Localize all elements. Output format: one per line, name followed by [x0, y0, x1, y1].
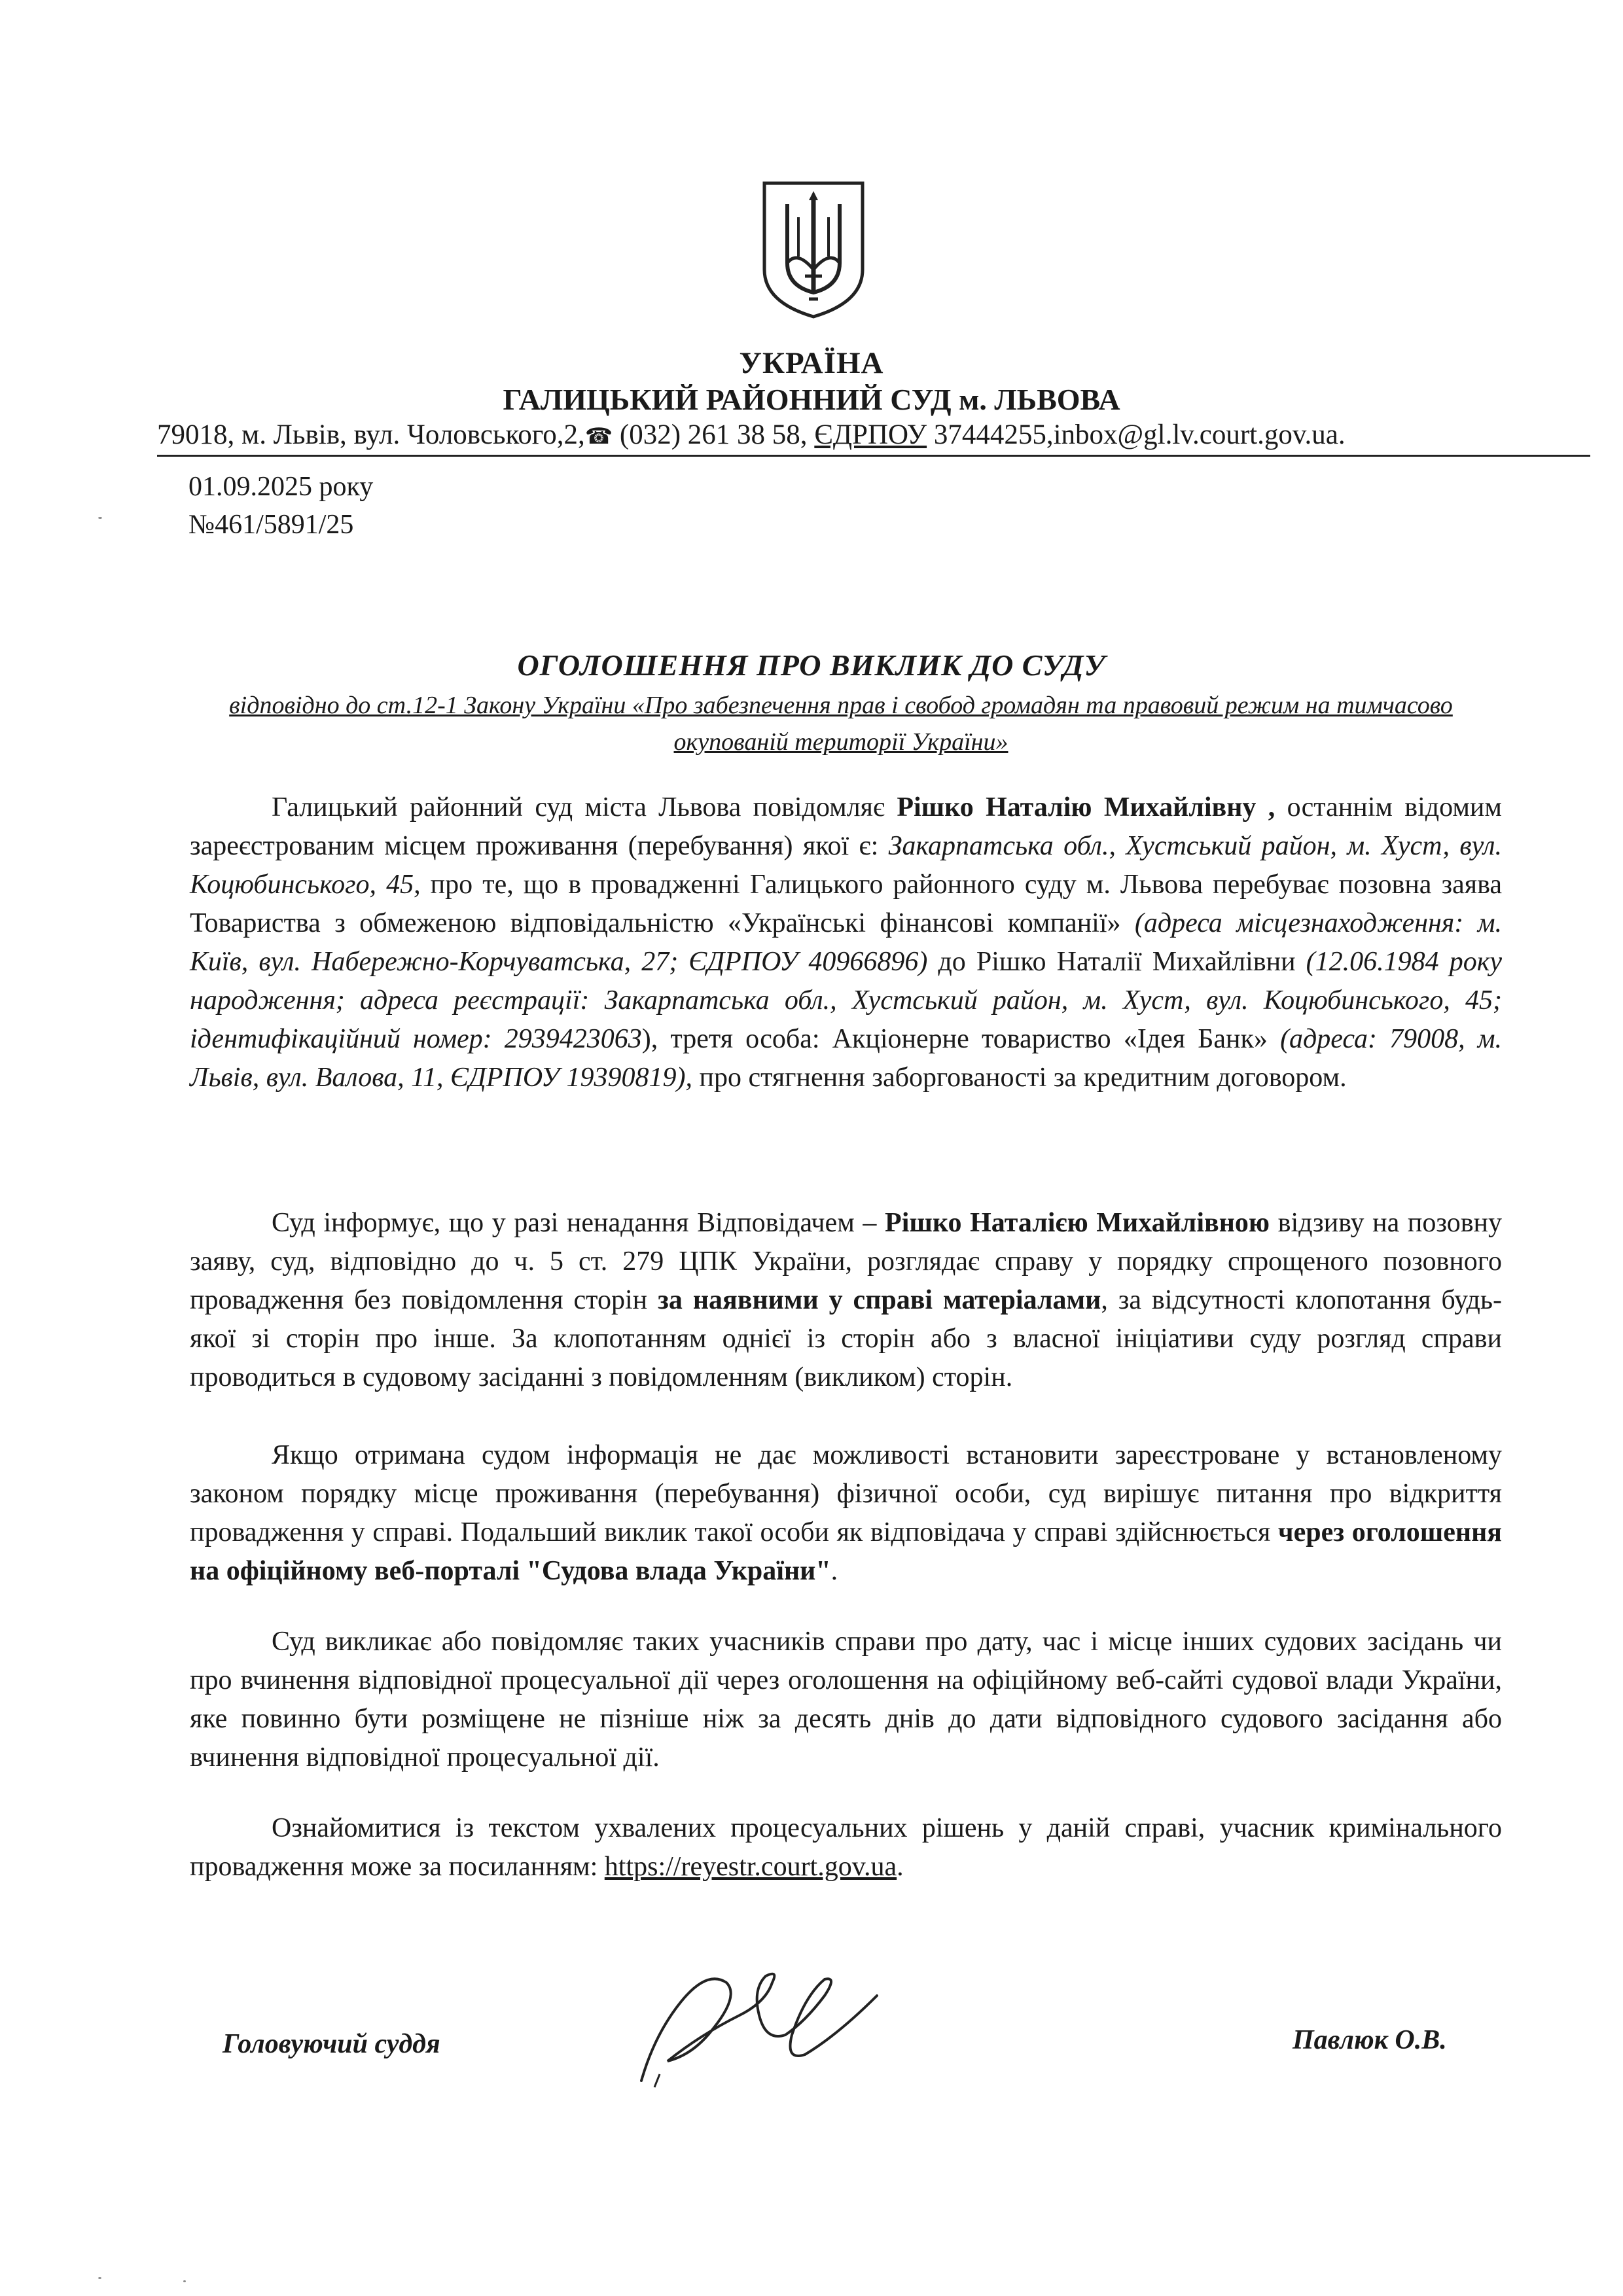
notice-subtitle: відповідно до ст.12-1 Закону України «Про забезпечення прав і свобод громадян та правовий режим на тимчасово окупованій території України»: [229, 692, 1453, 756]
paragraph-4: Суд викликає або повідомляє таких учасників справи про дату, час і місце інших судових засідань чи про вчинення відповідної процесуальної дії через оголошення на офіційному веб-сайті судової влади України, яке повинно бути розміщене не пізніше ніж за десять днів до дати відповідного судового засідання або вчинення відповідної процесуальної дії.: [190, 1627, 1502, 1773]
handwritten-signature: [628, 1956, 890, 2094]
defendant-name-instrumental: Рішко Наталією Михайлівною: [885, 1208, 1270, 1238]
court-address: 79018, м. Львів, вул. Чоловського,2,: [157, 419, 585, 450]
materials-emphasis: за наявними у справі матеріалами: [658, 1285, 1101, 1315]
document-date: 01.09.2025 року: [188, 472, 374, 502]
tryzub-emblem-icon: [758, 178, 869, 322]
third-party-details: (адреса: 79008, м. Львів, вул. Валова, 11, ЄДРПОУ 19390819),: [190, 1024, 1503, 1093]
paragraph-1: Галицький районний суд міста Львова повідомляє Рішко Наталію Михайлівну , останнім відомим зареєстрованим місцем проживання (перебування) якої є: Закарпатська обл., Хустський район, м. Хуст, вул. Коцюбинського, 45, про те, що в провадженні Галицького районного суду м. Львова перебуває позовна заява Товариства з обмеженою відповідальністю «Українські фінансові компанії» (адреса місцезнаходження: м. Київ, вул. Набережно-Корчуватська, 27; ЄДРПОУ 40966896) до Рішко Наталії Михайлівни (12.06.1984 року народження; адреса реєстрації: Закарпатська обл., Хустський район, м. Хуст, вул. Коцюбинського, 45; ідентифікаційний номер: 2939423063), третя особа: Акціонерне товариство «Ідея Банк» (адреса: 79008, м. Львів, вул. Валова, 11, ЄДРПОУ 19390819), про стягнення заборгованості за кредитним договором.: [190, 792, 1503, 1093]
court-phone: (032) 261 38 58,: [613, 419, 815, 450]
judge-name: Павлюк О.В.: [1293, 2025, 1447, 2055]
edrpou-and-email: 37444255,inbox@gl.lv.court.gov.ua.: [927, 419, 1346, 450]
paragraph-5: Ознайомитися із текстом ухвалених процесуальних рішень у даній справі, учасник кримінального провадження може за посиланням: https://reyestr.court.gov.ua.: [190, 1813, 1502, 1882]
edrpou-label: ЄДРПОУ: [814, 419, 927, 450]
header-country: УКРАЇНА: [739, 346, 884, 380]
scan-speck: [183, 2280, 186, 2282]
scan-speck: [98, 517, 102, 519]
defendant-name: Рішко Наталію Михайлівну ,: [897, 792, 1275, 822]
header-contacts: [157, 419, 1590, 457]
defendant-address: Закарпатська обл., Хустський район, м. Хуст, вул. Коцюбинського, 45,: [190, 831, 1502, 900]
registry-link[interactable]: https://reyestr.court.gov.ua: [604, 1852, 897, 1882]
defendant-details: (12.06.1984 року народження; адреса реєстрації: Закарпатська обл., Хустський район, м. Хуст, вул. Коцюбинського, 45; ідентифікаційний номер: 2939423063: [190, 947, 1503, 1054]
document-number: №461/5891/25: [188, 510, 354, 540]
notice-title: ОГОЛОШЕННЯ ПРО ВИКЛИК ДО СУДУ: [517, 648, 1106, 682]
header-court-name: ГАЛИЦЬКИЙ РАЙОННИЙ СУД м. ЛЬВОВА: [503, 383, 1120, 416]
telephone-icon: ☎: [584, 425, 613, 449]
paragraph-2: Суд інформує, що у разі ненадання Відповідачем – Рішко Наталією Михайлівною відзиву на позовну заяву, суд, відповідно до ч. 5 ст. 279 ЦПК України, розглядає справу у порядку спрощеного позовного провадження без повідомлення сторін за наявними у справі матеріалами, за відсутності клопотання будь-якої зі сторін про інше. За клопотанням однієї із сторін або з власної ініціативи суду розгляд справи проводиться в судовому засіданні з повідомленням (викликом) сторін.: [190, 1208, 1503, 1392]
signature-position: Головуючий суддя: [223, 2029, 440, 2059]
paragraph-3: Якщо отримана судом інформація не дає можливості встановити зареєстроване у встановленому законом порядку місце проживання (перебування) фізичної особи, суд вирішує питання про відкриття провадження у справі. Подальший виклик такої особи як відповідача у справі здійснюється через оголошення на офіційному веб-порталі "Судова влада України".: [190, 1440, 1502, 1586]
web-portal-emphasis: через оголошення на офіційному веб-порталі "Судова влада України": [190, 1517, 1502, 1586]
plaintiff-details: (адреса місцезнаходження: м. Київ, вул. Набережно-Корчуватська, 27; ЄДРПОУ 40966896): [190, 908, 1502, 977]
scan-speck: [98, 2277, 101, 2279]
